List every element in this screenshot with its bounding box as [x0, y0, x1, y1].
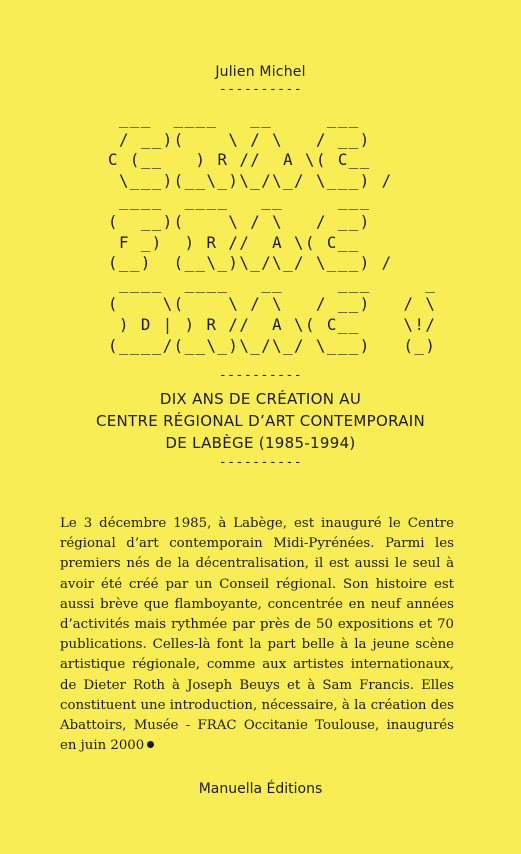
publisher-name: Manuella Éditions — [198, 781, 323, 797]
end-bullet-icon — [147, 741, 154, 748]
back-cover-blurb — [60, 514, 454, 756]
subtitle-line-3: DE LABÈGE (1985-1994) — [165, 434, 356, 452]
subtitle-line-1: DIX ANS DE CRÉATION AU — [159, 390, 362, 408]
top-separator: ---------- — [218, 82, 303, 97]
book-subtitle — [0, 388, 521, 454]
subtitle-separator-bottom: ---------- — [218, 455, 303, 470]
subtitle-separator-top: ---------- — [218, 368, 303, 383]
author-name: Julien Michel — [215, 64, 306, 80]
subtitle-line-2: CENTRE RÉGIONAL D’ART CONTEMPORAIN — [95, 412, 426, 430]
blurb-text: Le 3 décembre 1985, à Labège, est inauguré le Centre régional d’art contemporain Midi-Pyrénées. Parmi les premiers nés de la décentralisation, il est aussi le seul à avoir été créé par un Conseil régional. Son histoire est aussi brève que flamboyante, concentrée en neuf années d’activités mais rythmée par près de 50 expositions et 70 publications. Celles-là font la part belle à la jeune scène artistique régionale, comme aux artistes internationaux, de Dieter Roth à Joseph Beuys et à Sam Francis. Elles constituent une introduction, nécessaire, à la création des Abattoirs, Musée - FRAC Occitanie Toulouse, inaugurés en juin 2000 — [60, 516, 454, 754]
ascii-art-title: ___ ____ __ ___ / __)( \ / \ / __) C (__ ) R // A \( C__ \___)(__\_)\_/\_/ \___) / ____ ____ __ ___ ( __)( \ / \ / __) F _) ) R // A \( C__ (__) (__\_)\_/\_/ \___) / ____ ____ __ ___ _ ( \( \ / \ / __) / \ ) D | ) R // A \( C__ \!/ (____/(__\_)\_/\_/ \___) (_) — [108, 109, 437, 355]
